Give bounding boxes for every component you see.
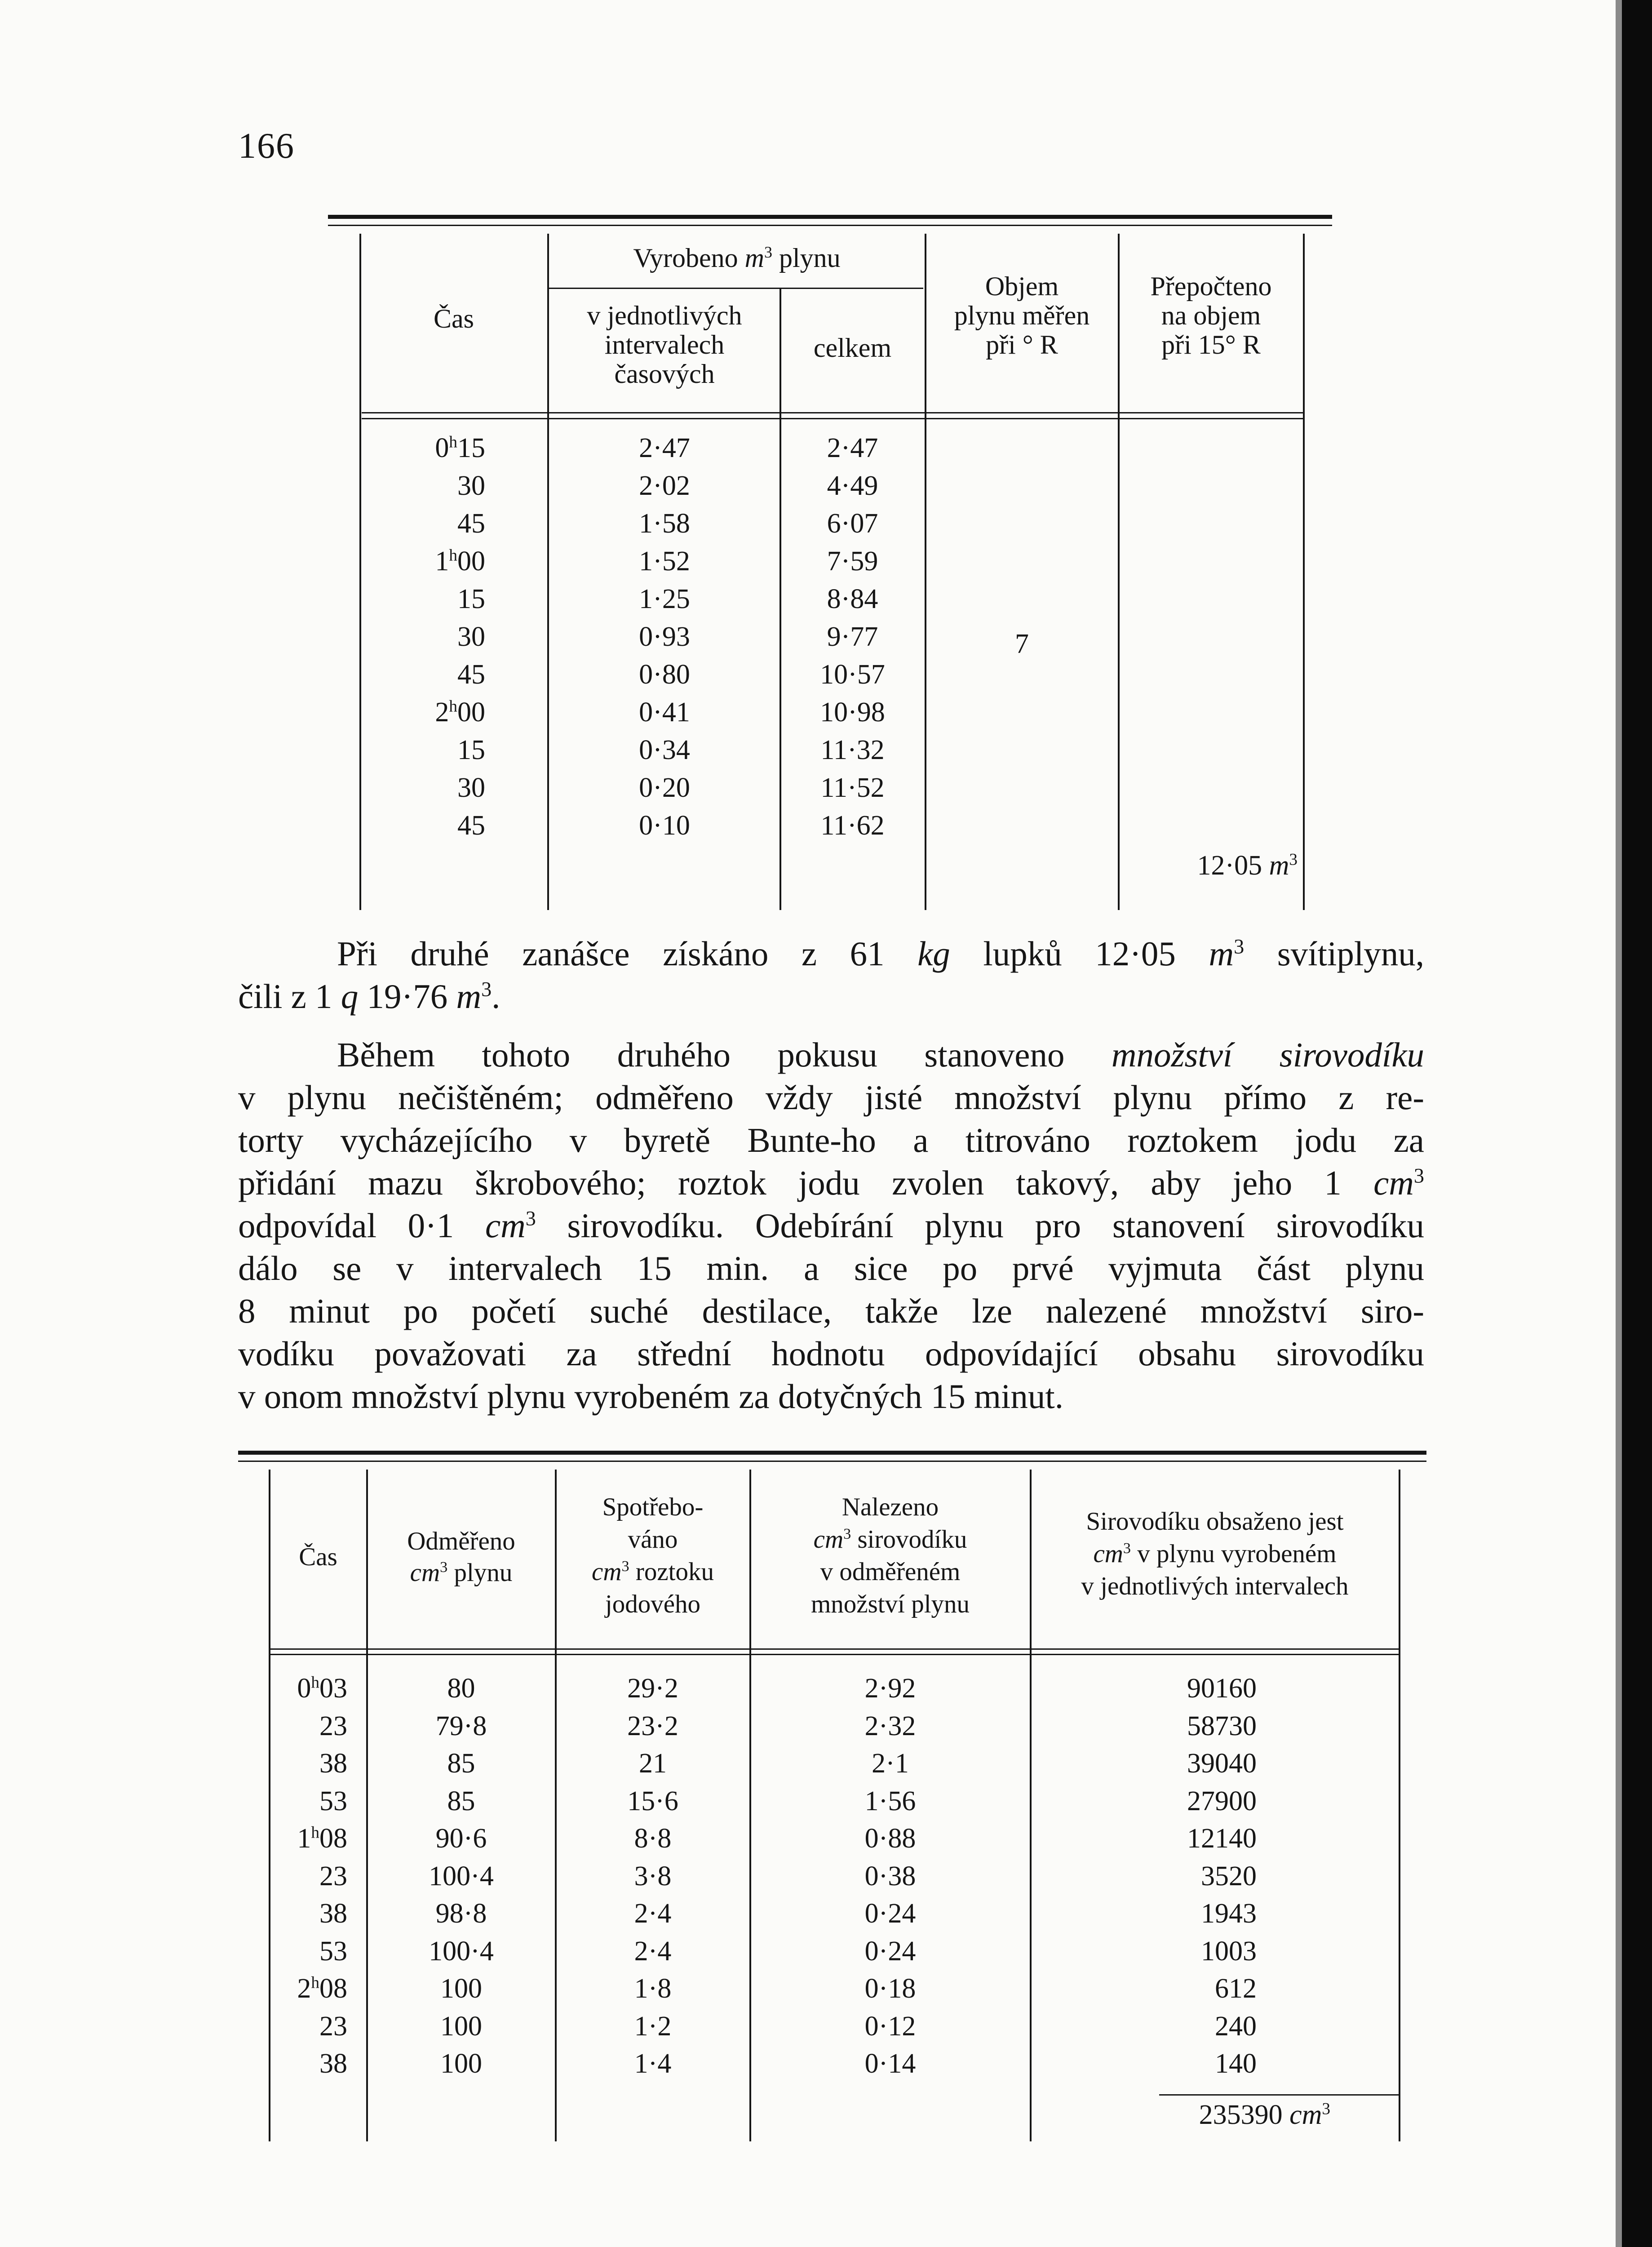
table2-measured: 85 <box>447 1785 475 1816</box>
table1-time: 30 <box>457 471 485 501</box>
paragraph-yield-line-2: čili z 1 q 19·76 $m^3$. <box>238 977 500 1016</box>
table1-interval: 1·25 <box>639 584 690 614</box>
table1-time: 30 <box>457 622 485 652</box>
table1-time: 45 <box>457 508 485 539</box>
table2-row <box>0 1932 1652 1970</box>
table2-row <box>0 1745 1652 1782</box>
table2-contained: 58730 <box>1187 1710 1257 1741</box>
table2-time: 23 <box>319 2011 347 2042</box>
table1-total: 7·59 <box>827 546 878 577</box>
table1-row <box>0 467 1652 505</box>
table2-header-sirovodik: Sirovodíku obsaženo jest $cm^3$ v plynu vyrobeném v jednotlivých intervalech <box>1081 1507 1349 1600</box>
table2-total-rule <box>1159 2094 1400 2096</box>
table1-time: 0$^h$15 <box>435 433 485 463</box>
paragraph-h2s-line-7: 8 minut po početí suché destilace, takže lze nalezené množství siro- <box>238 1292 1424 1330</box>
table2-contained: 90160 <box>1187 1673 1257 1704</box>
table2-contained: 12140 <box>1187 1823 1257 1854</box>
table2-found: 0·12 <box>864 2011 916 2042</box>
table1-interval: 0·34 <box>639 735 690 765</box>
table1-interval: 0·80 <box>639 659 690 690</box>
table2-time: 53 <box>319 1936 347 1967</box>
table1-total: 4·49 <box>827 471 878 501</box>
table1-row <box>0 618 1652 659</box>
table2-found: 2·1 <box>872 1748 909 1779</box>
paragraph-h2s-line-3: torty vycházejícího v byretě Bunte-ho a titrováno roztokem jodu za <box>238 1121 1424 1159</box>
table2-row <box>0 2045 1652 2083</box>
table1-header-rule-2 <box>362 418 1303 419</box>
table2-time: 23 <box>319 1861 347 1892</box>
paragraph-h2s-line-4: přidání mazu škrobového; roztok jodu zvolen takový, aby jeho 1 $cm^3$ <box>238 1163 1424 1202</box>
table2-found: 0·18 <box>864 1973 916 2004</box>
table1-header-objem: Objem plynu měřen při ° R <box>954 271 1090 360</box>
table2-measured: 100 <box>440 2048 482 2079</box>
table2-header-spotrebovano: Spotřebo- váno $cm^3$ roztoku jodového <box>592 1493 714 1618</box>
table2-measured: 79·8 <box>435 1710 487 1741</box>
table2-contained: 140 <box>1215 2048 1257 2079</box>
table1-row <box>0 769 1652 807</box>
table1-interval: 1·52 <box>639 546 690 577</box>
table1-header-celkem: celkem <box>813 333 892 363</box>
paragraph-h2s-line-1: Během tohoto druhého pokusu stanoveno množství sirovodíku <box>337 1035 1425 1074</box>
table1-interval: 0·93 <box>639 622 690 652</box>
table2-consumed: 1·2 <box>634 2011 672 2042</box>
table1-interval: 2·47 <box>639 433 690 463</box>
table2-time: 0$^h$03 <box>297 1673 347 1704</box>
table2-row <box>0 1857 1652 1895</box>
table2-time: 1$^h$08 <box>297 1823 347 1854</box>
paragraph-h2s-line-5: odpovídal 0·1 $cm^3$ sirovodíku. Odebírání plynu pro stanovení sirovodíku <box>238 1206 1424 1245</box>
table1-header-cas: Čas <box>434 304 474 333</box>
table2-header-cas: Čas <box>299 1543 337 1571</box>
table2-time: 2$^h$08 <box>297 1973 347 2004</box>
paragraph-h2s-line-9: v onom množství plynu vyrobeném za dotyčných 15 minut. <box>238 1377 1064 1416</box>
table1-row <box>0 580 1652 618</box>
table2-header-rule <box>270 1648 1400 1650</box>
table2-time: 38 <box>319 1748 347 1779</box>
table1-row <box>0 505 1652 542</box>
table2-contained: 240 <box>1215 2011 1257 2042</box>
table1-time: 1$^h$00 <box>435 546 485 577</box>
table1-time: 15 <box>457 584 485 614</box>
table2-measured: 80 <box>447 1673 475 1704</box>
table2-found: 0·24 <box>864 1898 916 1929</box>
table2-top-rule-thin <box>238 1461 1426 1462</box>
table2-row <box>0 1895 1652 1932</box>
table2-time: 53 <box>319 1785 347 1816</box>
table2-consumed: 29·2 <box>627 1673 678 1704</box>
table2-header-nalezeno: Nalezeno $cm^3$ sirovodíku v odměřeném množství plynu <box>810 1493 970 1618</box>
table1-row <box>0 542 1652 580</box>
table2-consumed: 3·8 <box>634 1861 672 1892</box>
table2-contained: 27900 <box>1187 1785 1257 1816</box>
table2-consumed: 1·4 <box>634 2048 672 2079</box>
table2-consumed: 21 <box>639 1748 667 1779</box>
table2-found: 2·92 <box>864 1673 916 1704</box>
table1-row <box>0 693 1652 731</box>
table2-measured: 98·8 <box>435 1898 487 1929</box>
table1-objem-value: 7 <box>1015 629 1029 659</box>
table1-interval: 0·41 <box>639 697 690 728</box>
paragraph-h2s-line-8: vodíku považovati za střední hodnotu odpovídající obsahu sirovodíku <box>238 1334 1424 1373</box>
table1-total: 2·47 <box>827 433 878 463</box>
table1-header-rule <box>362 412 1303 413</box>
table2-consumed: 23·2 <box>627 1710 678 1741</box>
table1-row <box>0 429 1652 467</box>
table2-total: 235390 $cm^3$ <box>1199 2100 1330 2130</box>
paragraph-yield <box>238 933 1424 1018</box>
table1-prepocteno-value: 12·05 $m^3$ <box>1197 850 1298 881</box>
table2-top-rule <box>238 1451 1426 1455</box>
table2-measured: 100 <box>440 2011 482 2042</box>
table2-measured: 90·6 <box>435 1823 487 1854</box>
table1-interval: 0·20 <box>639 773 690 803</box>
table1-total: 10·98 <box>820 697 885 728</box>
table1-time: 15 <box>457 735 485 765</box>
table2-time: 38 <box>319 2048 347 2079</box>
table2-header-odmereno: Odměřeno $cm^3$ plynu <box>407 1527 515 1587</box>
table1-total: 11·52 <box>820 773 885 803</box>
table2-consumed: 2·4 <box>634 1898 672 1929</box>
table1-total: 11·32 <box>820 735 885 765</box>
table2-measured: 85 <box>447 1748 475 1779</box>
table2-consumed: 15·6 <box>627 1785 678 1816</box>
table1-row <box>0 807 1652 844</box>
table2-found: 1·56 <box>864 1785 916 1816</box>
table1-header-vyrobeno: Vyrobeno $m^3$ plynu <box>633 243 841 273</box>
table1-header-intervals: v jednotlivých intervalech časových <box>587 301 742 389</box>
table1-total: 8·84 <box>827 584 878 614</box>
table1-group-rule <box>548 288 923 289</box>
page-number: 166 <box>238 126 295 166</box>
table1-top-rule <box>328 215 1332 219</box>
table2-consumed: 8·8 <box>634 1823 672 1854</box>
table2-consumed: 2·4 <box>634 1936 672 1967</box>
table1-total: 10·57 <box>820 659 885 690</box>
paragraph-h2s-line-2: v plynu nečištěném; odměřeno vždy jisté množství plynu přímo z re- <box>238 1078 1424 1117</box>
table2-contained: 3520 <box>1201 1861 1257 1892</box>
table2-time: 38 <box>319 1898 347 1929</box>
table2-found: 0·88 <box>864 1823 916 1854</box>
table1-interval: 2·02 <box>639 471 690 501</box>
paragraph-yield-line-1: Při druhé zanášce získáno z 61 kg lupků 12·05 $m^3$ svítiplynu, <box>337 934 1424 973</box>
table2-row <box>0 1707 1652 1745</box>
table2-consumed: 1·8 <box>634 1973 672 2004</box>
paragraph-h2s-method <box>238 1034 1424 1418</box>
table1-time: 45 <box>457 810 485 841</box>
table1-total: 11·62 <box>820 810 885 841</box>
table2-time: 23 <box>319 1710 347 1741</box>
table2-contained: 612 <box>1215 1973 1257 2004</box>
table2-contained: 1943 <box>1201 1898 1257 1929</box>
table2-contained: 39040 <box>1187 1748 1257 1779</box>
table1-header-prepocteno: Přepočteno na objem při 15° R <box>1150 271 1272 360</box>
table2-measured: 100·4 <box>429 1936 494 1967</box>
table1-row <box>0 656 1652 693</box>
table1-top-rule-thin <box>328 225 1332 226</box>
table1-interval: 0·10 <box>639 810 690 841</box>
table2-row <box>0 1820 1652 1857</box>
table1-interval: 1·58 <box>639 508 690 539</box>
table1-time: 2$^h$00 <box>435 697 485 728</box>
table2-found: 0·24 <box>864 1936 916 1967</box>
table2-row <box>0 1670 1652 1707</box>
table2-found: 0·38 <box>864 1861 916 1892</box>
table2-found: 2·32 <box>864 1710 916 1741</box>
table1-time: 45 <box>457 659 485 690</box>
paragraph-h2s-line-6: dálo se v intervalech 15 min. a sice po prvé vyjmuta část plynu <box>238 1249 1424 1288</box>
table1-total: 6·07 <box>827 508 878 539</box>
table1-total: 9·77 <box>827 622 878 652</box>
table2-measured: 100·4 <box>429 1861 494 1892</box>
table2-header-rule-2 <box>270 1654 1400 1655</box>
table1-row <box>0 731 1652 769</box>
table2-measured: 100 <box>440 1973 482 2004</box>
table1-time: 30 <box>457 773 485 803</box>
table2-row <box>0 2007 1652 2045</box>
table2-contained: 1003 <box>1201 1936 1257 1967</box>
table2-found: 0·14 <box>864 2048 916 2079</box>
table2-row <box>0 1782 1652 1820</box>
table2-row <box>0 1970 1652 2007</box>
